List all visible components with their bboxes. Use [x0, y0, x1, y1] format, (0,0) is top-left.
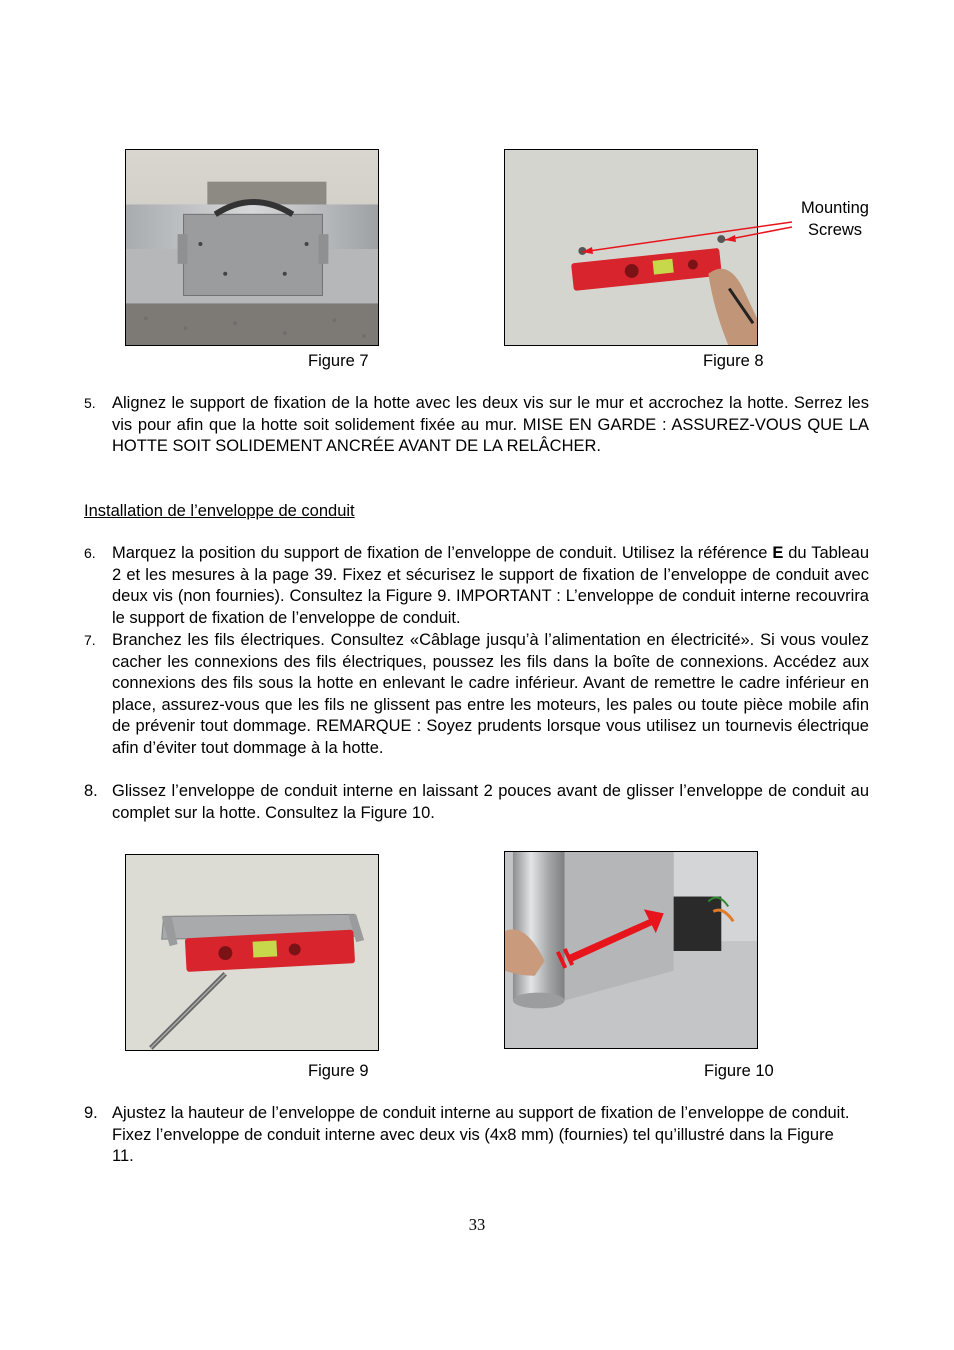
- figure-7-caption: Figure 7: [308, 352, 369, 370]
- figure-10-photo: [504, 851, 758, 1049]
- screw-pointer-lines: [560, 210, 800, 260]
- figure-10-caption: Figure 10: [704, 1062, 774, 1080]
- step-6-text-b: du Tableau 2 et les mesures à la page 39. Fixez et sécurisez le support de fixation de l’enveloppe de conduit avec deux vis (non fournies). Consultez la Figure 9. IMPORTANT : L’enveloppe de conduit interne recouvrira le support de fixation de l’enveloppe de conduit.: [112, 544, 869, 627]
- step-6-reference-bold: E: [772, 544, 784, 562]
- annotation-line-2: Screws: [807, 221, 863, 239]
- step-8-text: Glissez l’enveloppe de conduit interne en laissant 2 pouces avant de glisser l’enveloppe de conduit au complet sur la hotte. Consultez la Figure 10.: [112, 782, 869, 822]
- step-9: [84, 1103, 869, 1168]
- step-5: [84, 393, 869, 458]
- step-9-number: 9.: [84, 1104, 98, 1122]
- figure-7-photo: [125, 149, 379, 346]
- step-8-number: 8.: [84, 782, 98, 800]
- step-8: [84, 781, 869, 824]
- step-7-number: 7.: [84, 632, 96, 648]
- step-6: [84, 543, 869, 629]
- step-9-text: Ajustez la hauteur de l’enveloppe de conduit interne au support de fixation de l’enveloppe de conduit. Fixez l’enveloppe de conduit interne avec deux vis (4x8 mm) (fournies) tel qu’illustré dans la Figure 11.: [112, 1104, 850, 1166]
- step-6-text: [112, 543, 869, 629]
- figure-9-caption: Figure 9: [308, 1062, 369, 1080]
- step-5-text: Alignez le support de fixation de la hotte avec les deux vis sur le mur et accrochez la hotte. Serrez les vis pour afin que la hotte soit solidement fixée au mur. MISE EN GARDE : ASSUREZ-VOUS QUE LA HOTTE SOIT SOLIDEMENT ANCRÉE AVANT DE LA RELÂCHER.: [112, 394, 869, 456]
- step-7: [84, 630, 869, 760]
- step-5-number: 5.: [84, 395, 96, 411]
- page-number: 33: [468, 1215, 486, 1234]
- figure-9-photo: [125, 854, 379, 1051]
- figure-8-caption: Figure 8: [703, 352, 764, 370]
- step-7-text: Branchez les fils électriques. Consultez «Câblage jusqu’à l’alimentation en électricité». Si vous voulez cacher les connexions des fils électriques, poussez les fils dans la boîte de connexions. Accédez aux connexions des fils sous la hotte en enlevant le cadre inférieur. Avant de remettre le cadre inférieur en place, assurez-vous que les fils ne glissent pas entre les moteurs, les pales ou toute pièce mobile afin de prévenir tout dommage. REMARQUE : Soyez prudents lorsque vous utilisez un tournevis électrique afin d’éviter tout dommage à la hotte.: [112, 631, 869, 757]
- section-title: Installation de l’enveloppe de conduit: [84, 502, 355, 520]
- step-6-number: 6.: [84, 545, 96, 561]
- step-6-text-a: Marquez la position du support de fixation de l’enveloppe de conduit. Utilisez la référence: [112, 544, 773, 562]
- mounting-screws-annotation: [790, 197, 880, 241]
- annotation-line-1: Mounting: [801, 199, 869, 217]
